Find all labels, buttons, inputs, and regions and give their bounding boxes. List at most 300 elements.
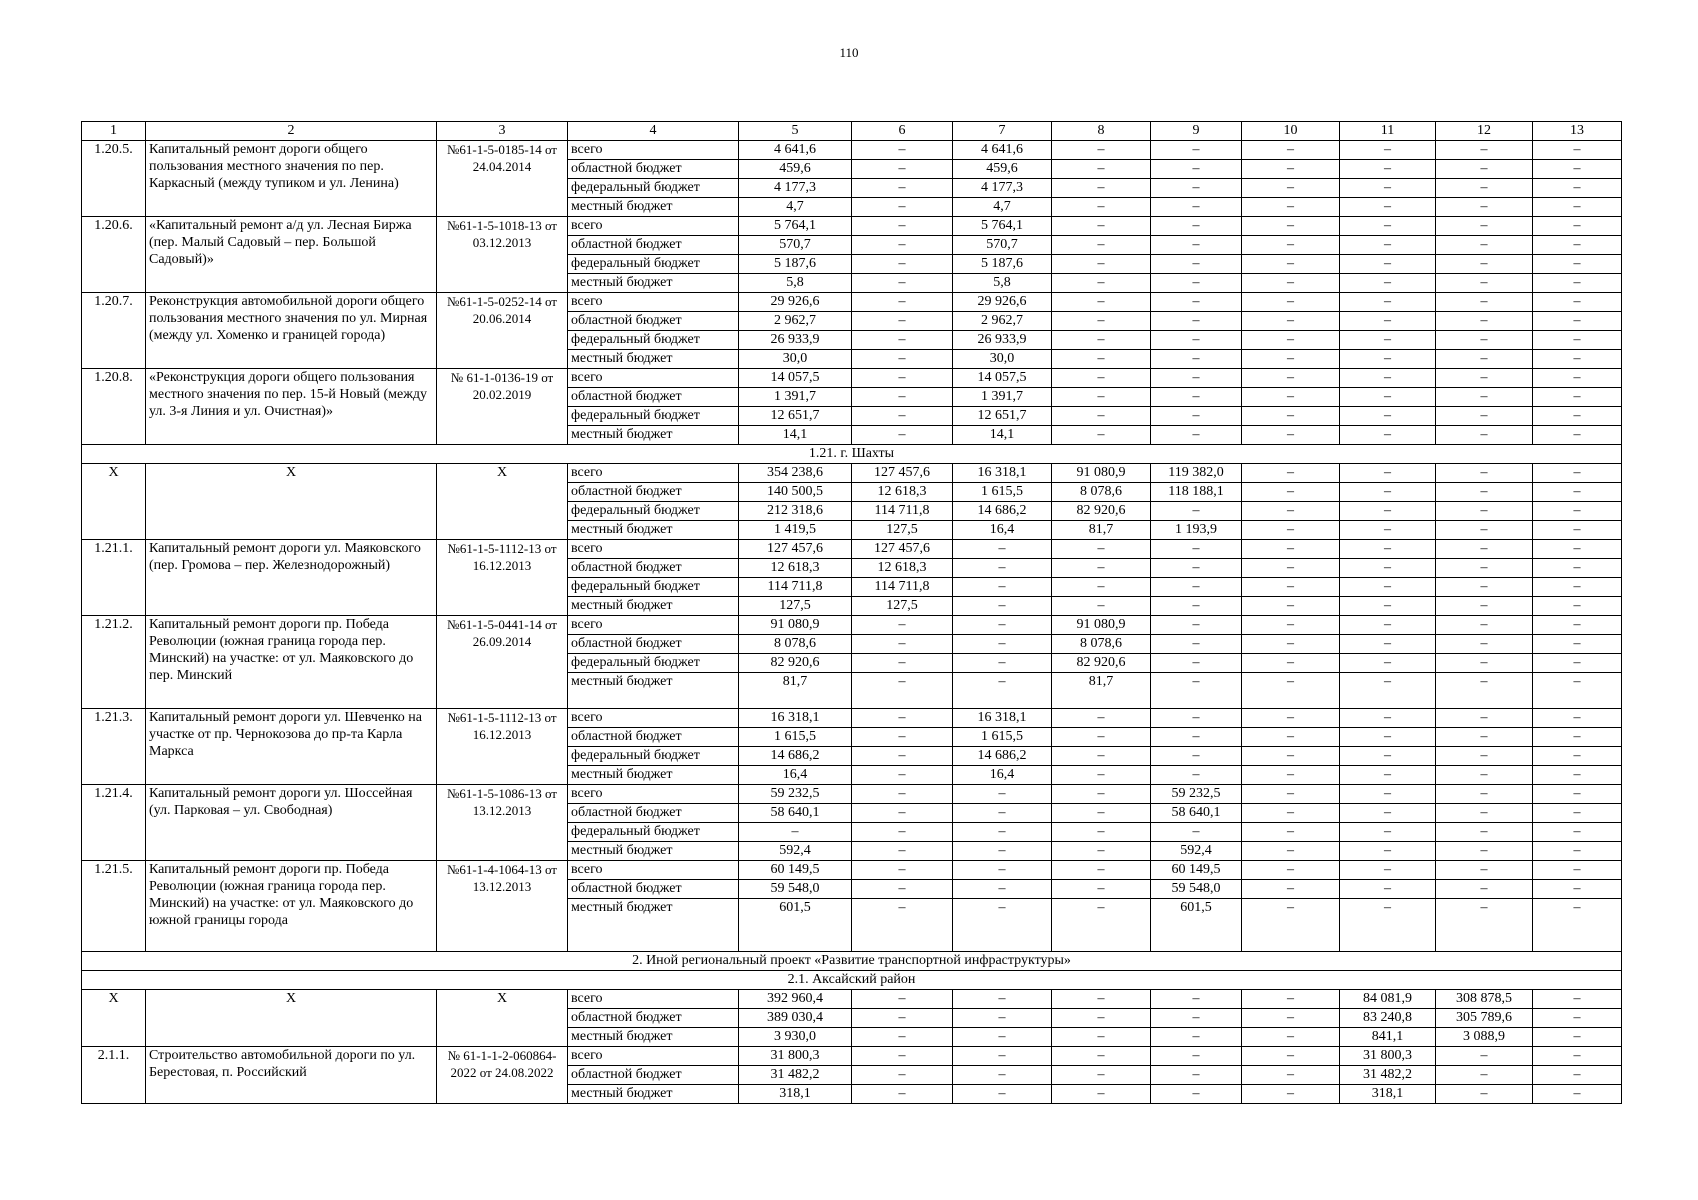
item-name: Строительство автомобильной дороги по ул. Берестовая, п. Российский	[146, 1047, 437, 1104]
value-cell: –	[1151, 217, 1242, 236]
value-cell: 59 548,0	[1151, 880, 1242, 899]
funding-source: всего	[568, 616, 739, 635]
value-cell: –	[1436, 236, 1533, 255]
value-cell: 91 080,9	[739, 616, 852, 635]
column-header: 12	[1436, 122, 1533, 141]
value-cell: –	[1436, 388, 1533, 407]
value-cell: –	[1533, 616, 1622, 635]
value-cell: 82 920,6	[1052, 502, 1151, 521]
value-cell: –	[1052, 861, 1151, 880]
value-cell: 16,4	[953, 766, 1052, 785]
value-cell: –	[1533, 407, 1622, 426]
value-cell: 212 318,6	[739, 502, 852, 521]
section-row	[82, 445, 1622, 464]
value-cell: –	[1340, 350, 1436, 369]
value-cell: –	[953, 540, 1052, 559]
funding-source: местный бюджет	[568, 1028, 739, 1047]
funding-source: всего	[568, 990, 739, 1009]
value-cell: –	[1242, 1009, 1340, 1028]
value-cell: 16,4	[953, 521, 1052, 540]
value-cell: 14 057,5	[953, 369, 1052, 388]
value-cell: –	[1340, 559, 1436, 578]
value-cell: –	[1533, 823, 1622, 842]
value-cell: –	[1151, 1047, 1242, 1066]
value-cell: –	[1242, 1047, 1340, 1066]
value-cell: –	[1242, 502, 1340, 521]
value-cell: –	[852, 747, 953, 766]
value-cell: –	[1436, 293, 1533, 312]
value-cell: –	[1052, 407, 1151, 426]
value-cell: –	[953, 1066, 1052, 1085]
value-cell: –	[1052, 369, 1151, 388]
funding-source: областной бюджет	[568, 1066, 739, 1085]
value-cell: –	[953, 673, 1052, 709]
value-cell: –	[1533, 673, 1622, 709]
value-cell: –	[1436, 160, 1533, 179]
value-cell: –	[852, 388, 953, 407]
value-cell: –	[1242, 597, 1340, 616]
value-cell: –	[953, 654, 1052, 673]
value-cell: 4 177,3	[953, 179, 1052, 198]
column-header: 5	[739, 122, 852, 141]
value-cell: 14 686,2	[739, 747, 852, 766]
value-cell: –	[1533, 464, 1622, 483]
value-cell: –	[953, 559, 1052, 578]
section-row	[82, 971, 1622, 990]
item-name: Капитальный ремонт дороги пр. Победа Революции (южная граница города пер. Минский) на участке: от ул. Маяковского до пер. Минский	[146, 616, 437, 709]
value-cell: –	[1533, 709, 1622, 728]
value-cell: –	[1340, 747, 1436, 766]
value-cell: 114 711,8	[739, 578, 852, 597]
value-cell: –	[1340, 842, 1436, 861]
item-number: 1.21.4.	[82, 785, 146, 861]
value-cell: –	[852, 709, 953, 728]
column-header: 3	[437, 122, 568, 141]
value-cell: –	[1242, 464, 1340, 483]
table-row	[82, 861, 1622, 880]
value-cell: –	[953, 899, 1052, 952]
value-cell: –	[1242, 160, 1340, 179]
value-cell: –	[1052, 1009, 1151, 1028]
value-cell: –	[1151, 198, 1242, 217]
item-name: Реконструкция автомобильной дороги общего пользования местного значения по ул. Мирная (между ул. Хоменко и границей города)	[146, 293, 437, 369]
value-cell: –	[1340, 160, 1436, 179]
value-cell: –	[1151, 255, 1242, 274]
value-cell: –	[1052, 1085, 1151, 1104]
value-cell: 60 149,5	[1151, 861, 1242, 880]
value-cell: –	[1242, 521, 1340, 540]
funding-source: местный бюджет	[568, 842, 739, 861]
value-cell: –	[953, 1085, 1052, 1104]
item-document: №61-1-5-1112-13 от 16.12.2013	[437, 540, 568, 616]
value-cell: 354 238,6	[739, 464, 852, 483]
value-cell: 1 615,5	[953, 728, 1052, 747]
value-cell: –	[1151, 654, 1242, 673]
value-cell: –	[1533, 369, 1622, 388]
value-cell: –	[1151, 1028, 1242, 1047]
value-cell: –	[1242, 331, 1340, 350]
funding-source: областной бюджет	[568, 635, 739, 654]
value-cell: –	[1052, 388, 1151, 407]
funding-source: областной бюджет	[568, 804, 739, 823]
value-cell: 12 651,7	[739, 407, 852, 426]
value-cell: –	[1242, 673, 1340, 709]
item-number: 1.20.6.	[82, 217, 146, 293]
value-cell: 2 962,7	[739, 312, 852, 331]
value-cell: –	[1436, 559, 1533, 578]
value-cell: –	[1533, 842, 1622, 861]
value-cell: –	[1151, 236, 1242, 255]
value-cell: –	[1242, 616, 1340, 635]
value-cell: –	[1533, 597, 1622, 616]
column-header: 8	[1052, 122, 1151, 141]
value-cell: 12 618,3	[852, 559, 953, 578]
value-cell: –	[1151, 559, 1242, 578]
value-cell: –	[1340, 483, 1436, 502]
value-cell: –	[1242, 312, 1340, 331]
value-cell: 318,1	[739, 1085, 852, 1104]
header-row	[82, 122, 1622, 141]
value-cell: –	[852, 899, 953, 952]
value-cell: –	[1340, 728, 1436, 747]
column-header: 1	[82, 122, 146, 141]
value-cell: –	[852, 990, 953, 1009]
value-cell: –	[1151, 728, 1242, 747]
value-cell: –	[1242, 217, 1340, 236]
value-cell: –	[1340, 236, 1436, 255]
value-cell: –	[1242, 728, 1340, 747]
value-cell: –	[1242, 880, 1340, 899]
funding-source: областной бюджет	[568, 160, 739, 179]
value-cell: –	[1340, 673, 1436, 709]
value-cell: –	[1242, 823, 1340, 842]
value-cell: 16 318,1	[953, 464, 1052, 483]
value-cell: 127 457,6	[852, 540, 953, 559]
value-cell: –	[1151, 1009, 1242, 1028]
value-cell: –	[852, 616, 953, 635]
value-cell: –	[1533, 1009, 1622, 1028]
value-cell: –	[1340, 141, 1436, 160]
value-cell: 601,5	[739, 899, 852, 952]
item-number: 1.20.7.	[82, 293, 146, 369]
value-cell: –	[1436, 616, 1533, 635]
funding-source: всего	[568, 785, 739, 804]
value-cell: –	[1340, 198, 1436, 217]
section-row	[82, 952, 1622, 971]
value-cell: –	[1340, 709, 1436, 728]
value-cell: –	[1436, 728, 1533, 747]
value-cell: 14 686,2	[953, 502, 1052, 521]
item-number: X	[82, 464, 146, 540]
value-cell: –	[1533, 236, 1622, 255]
value-cell: 459,6	[739, 160, 852, 179]
value-cell: –	[1436, 654, 1533, 673]
value-cell: –	[1436, 407, 1533, 426]
value-cell: –	[852, 293, 953, 312]
value-cell: 12 618,3	[852, 483, 953, 502]
funding-source: всего	[568, 1047, 739, 1066]
value-cell: –	[1436, 747, 1533, 766]
value-cell: –	[1533, 766, 1622, 785]
value-cell: 1 391,7	[953, 388, 1052, 407]
value-cell: –	[1340, 635, 1436, 654]
value-cell: 31 482,2	[1340, 1066, 1436, 1085]
value-cell: 8 078,6	[1052, 483, 1151, 502]
value-cell: 127,5	[739, 597, 852, 616]
section-title: 2. Иной региональный проект «Развитие транспортной инфраструктуры»	[82, 952, 1622, 971]
value-cell: 4 641,6	[953, 141, 1052, 160]
section-title: 2.1. Аксайский район	[82, 971, 1622, 990]
value-cell: –	[1151, 766, 1242, 785]
value-cell: –	[1533, 312, 1622, 331]
value-cell: –	[1052, 597, 1151, 616]
value-cell: 5,8	[953, 274, 1052, 293]
value-cell: 114 711,8	[852, 578, 953, 597]
funding-source: областной бюджет	[568, 388, 739, 407]
funding-source: всего	[568, 464, 739, 483]
value-cell: –	[1340, 502, 1436, 521]
value-cell: 4 177,3	[739, 179, 852, 198]
section-title: 1.21. г. Шахты	[82, 445, 1622, 464]
value-cell: –	[1052, 255, 1151, 274]
value-cell: –	[1052, 990, 1151, 1009]
funding-source: местный бюджет	[568, 673, 739, 709]
value-cell: –	[1242, 369, 1340, 388]
value-cell: –	[852, 407, 953, 426]
value-cell: –	[852, 426, 953, 445]
value-cell: –	[1533, 1085, 1622, 1104]
value-cell: –	[1436, 673, 1533, 709]
value-cell: 601,5	[1151, 899, 1242, 952]
value-cell: –	[852, 842, 953, 861]
value-cell: –	[1436, 274, 1533, 293]
value-cell: –	[1533, 861, 1622, 880]
item-number: 1.20.8.	[82, 369, 146, 445]
value-cell: –	[1340, 464, 1436, 483]
value-cell: –	[1151, 407, 1242, 426]
value-cell: –	[1533, 426, 1622, 445]
value-cell: –	[1340, 312, 1436, 331]
value-cell: –	[1436, 1066, 1533, 1085]
value-cell: 30,0	[739, 350, 852, 369]
value-cell: 12 651,7	[953, 407, 1052, 426]
value-cell: –	[1340, 597, 1436, 616]
value-cell: 5 764,1	[739, 217, 852, 236]
item-name: X	[146, 990, 437, 1047]
value-cell: –	[1242, 861, 1340, 880]
value-cell: –	[1052, 559, 1151, 578]
value-cell: –	[1242, 899, 1340, 952]
value-cell: 127,5	[852, 521, 953, 540]
column-header: 6	[852, 122, 953, 141]
funding-source: местный бюджет	[568, 597, 739, 616]
value-cell: 14 057,5	[739, 369, 852, 388]
value-cell: 91 080,9	[1052, 464, 1151, 483]
value-cell: –	[852, 785, 953, 804]
funding-source: областной бюджет	[568, 483, 739, 502]
value-cell: –	[1052, 293, 1151, 312]
column-header: 2	[146, 122, 437, 141]
value-cell: –	[852, 236, 953, 255]
value-cell: –	[1052, 540, 1151, 559]
value-cell: –	[1436, 899, 1533, 952]
value-cell: –	[1533, 578, 1622, 597]
value-cell: –	[1436, 823, 1533, 842]
value-cell: –	[1151, 331, 1242, 350]
value-cell: 1 193,9	[1151, 521, 1242, 540]
value-cell: –	[953, 823, 1052, 842]
value-cell: 459,6	[953, 160, 1052, 179]
value-cell: –	[1436, 578, 1533, 597]
value-cell: –	[1340, 293, 1436, 312]
value-cell: –	[1242, 236, 1340, 255]
value-cell: –	[1242, 179, 1340, 198]
value-cell: –	[1052, 880, 1151, 899]
value-cell: –	[953, 616, 1052, 635]
value-cell: –	[1436, 1047, 1533, 1066]
value-cell: –	[739, 823, 852, 842]
value-cell: –	[1242, 635, 1340, 654]
value-cell: –	[1436, 141, 1533, 160]
funding-source: областной бюджет	[568, 1009, 739, 1028]
funding-source: всего	[568, 141, 739, 160]
value-cell: –	[1052, 312, 1151, 331]
value-cell: 3 930,0	[739, 1028, 852, 1047]
value-cell: 592,4	[739, 842, 852, 861]
value-cell: –	[1340, 407, 1436, 426]
item-number: 1.21.2.	[82, 616, 146, 709]
table-row	[82, 616, 1622, 635]
funding-source: местный бюджет	[568, 350, 739, 369]
value-cell: –	[1533, 350, 1622, 369]
value-cell: –	[1436, 880, 1533, 899]
value-cell: –	[852, 331, 953, 350]
value-cell: –	[1340, 179, 1436, 198]
value-cell: –	[1340, 578, 1436, 597]
value-cell: –	[953, 785, 1052, 804]
value-cell: –	[953, 990, 1052, 1009]
value-cell: –	[1151, 312, 1242, 331]
value-cell: –	[1151, 747, 1242, 766]
item-number: 1.21.3.	[82, 709, 146, 785]
value-cell: –	[1151, 369, 1242, 388]
value-cell: –	[1533, 388, 1622, 407]
value-cell: –	[1242, 407, 1340, 426]
funding-source: местный бюджет	[568, 766, 739, 785]
value-cell: –	[1436, 597, 1533, 616]
value-cell: 4 641,6	[739, 141, 852, 160]
value-cell: 31 800,3	[1340, 1047, 1436, 1066]
column-header: 7	[953, 122, 1052, 141]
value-cell: 570,7	[953, 236, 1052, 255]
value-cell: –	[1052, 331, 1151, 350]
value-cell: –	[1340, 521, 1436, 540]
value-cell: –	[1533, 293, 1622, 312]
item-document: №61-1-4-1064-13 от 13.12.2013	[437, 861, 568, 952]
value-cell: –	[852, 179, 953, 198]
value-cell: 26 933,9	[739, 331, 852, 350]
value-cell: –	[1052, 198, 1151, 217]
funding-source: всего	[568, 540, 739, 559]
value-cell: 59 232,5	[1151, 785, 1242, 804]
value-cell: –	[852, 312, 953, 331]
value-cell: –	[852, 350, 953, 369]
value-cell: –	[1052, 426, 1151, 445]
value-cell: –	[1533, 502, 1622, 521]
value-cell: 308 878,5	[1436, 990, 1533, 1009]
value-cell: –	[1340, 654, 1436, 673]
value-cell: –	[1052, 747, 1151, 766]
value-cell: –	[852, 673, 953, 709]
value-cell: 16 318,1	[953, 709, 1052, 728]
funding-source: местный бюджет	[568, 426, 739, 445]
value-cell: –	[852, 654, 953, 673]
value-cell: 14,1	[953, 426, 1052, 445]
value-cell: 81,7	[1052, 521, 1151, 540]
value-cell: –	[1533, 654, 1622, 673]
value-cell: 118 188,1	[1151, 483, 1242, 502]
table-row	[82, 217, 1622, 236]
value-cell: –	[1436, 861, 1533, 880]
value-cell: –	[1340, 861, 1436, 880]
funding-source: всего	[568, 217, 739, 236]
value-cell: –	[1436, 521, 1533, 540]
value-cell: –	[1242, 293, 1340, 312]
value-cell: 127,5	[852, 597, 953, 616]
value-cell: –	[852, 861, 953, 880]
value-cell: –	[953, 597, 1052, 616]
value-cell: 570,7	[739, 236, 852, 255]
column-header: 4	[568, 122, 739, 141]
value-cell: –	[1436, 331, 1533, 350]
value-cell: –	[1436, 842, 1533, 861]
value-cell: –	[1340, 880, 1436, 899]
value-cell: –	[1340, 540, 1436, 559]
value-cell: 841,1	[1340, 1028, 1436, 1047]
value-cell: 127 457,6	[852, 464, 953, 483]
value-cell: –	[1340, 899, 1436, 952]
value-cell: –	[1242, 198, 1340, 217]
item-name: Капитальный ремонт дороги общего пользования местного значения по пер. Каркасный (между тупиком и ул. Ленина)	[146, 141, 437, 217]
funding-source: областной бюджет	[568, 880, 739, 899]
funding-source: федеральный бюджет	[568, 407, 739, 426]
value-cell: –	[852, 369, 953, 388]
value-cell: –	[1242, 1085, 1340, 1104]
value-cell: 84 081,9	[1340, 990, 1436, 1009]
value-cell: –	[1052, 160, 1151, 179]
value-cell: 83 240,8	[1340, 1009, 1436, 1028]
value-cell: 91 080,9	[1052, 616, 1151, 635]
value-cell: –	[1533, 785, 1622, 804]
value-cell: –	[1533, 198, 1622, 217]
value-cell: 29 926,6	[739, 293, 852, 312]
value-cell: –	[1052, 842, 1151, 861]
funding-source: местный бюджет	[568, 521, 739, 540]
value-cell: –	[1436, 198, 1533, 217]
value-cell: –	[1052, 1047, 1151, 1066]
value-cell: –	[1533, 728, 1622, 747]
value-cell: 31 800,3	[739, 1047, 852, 1066]
table-row	[82, 1047, 1622, 1066]
value-cell: 26 933,9	[953, 331, 1052, 350]
value-cell: –	[1533, 559, 1622, 578]
value-cell: –	[1436, 255, 1533, 274]
item-name: «Реконструкция дороги общего пользования местного значения по пер. 15-й Новый (между ул. 3-я Линия и ул. Очистная)»	[146, 369, 437, 445]
value-cell: –	[1151, 709, 1242, 728]
value-cell: –	[1340, 766, 1436, 785]
value-cell: 59 548,0	[739, 880, 852, 899]
value-cell: –	[1436, 426, 1533, 445]
